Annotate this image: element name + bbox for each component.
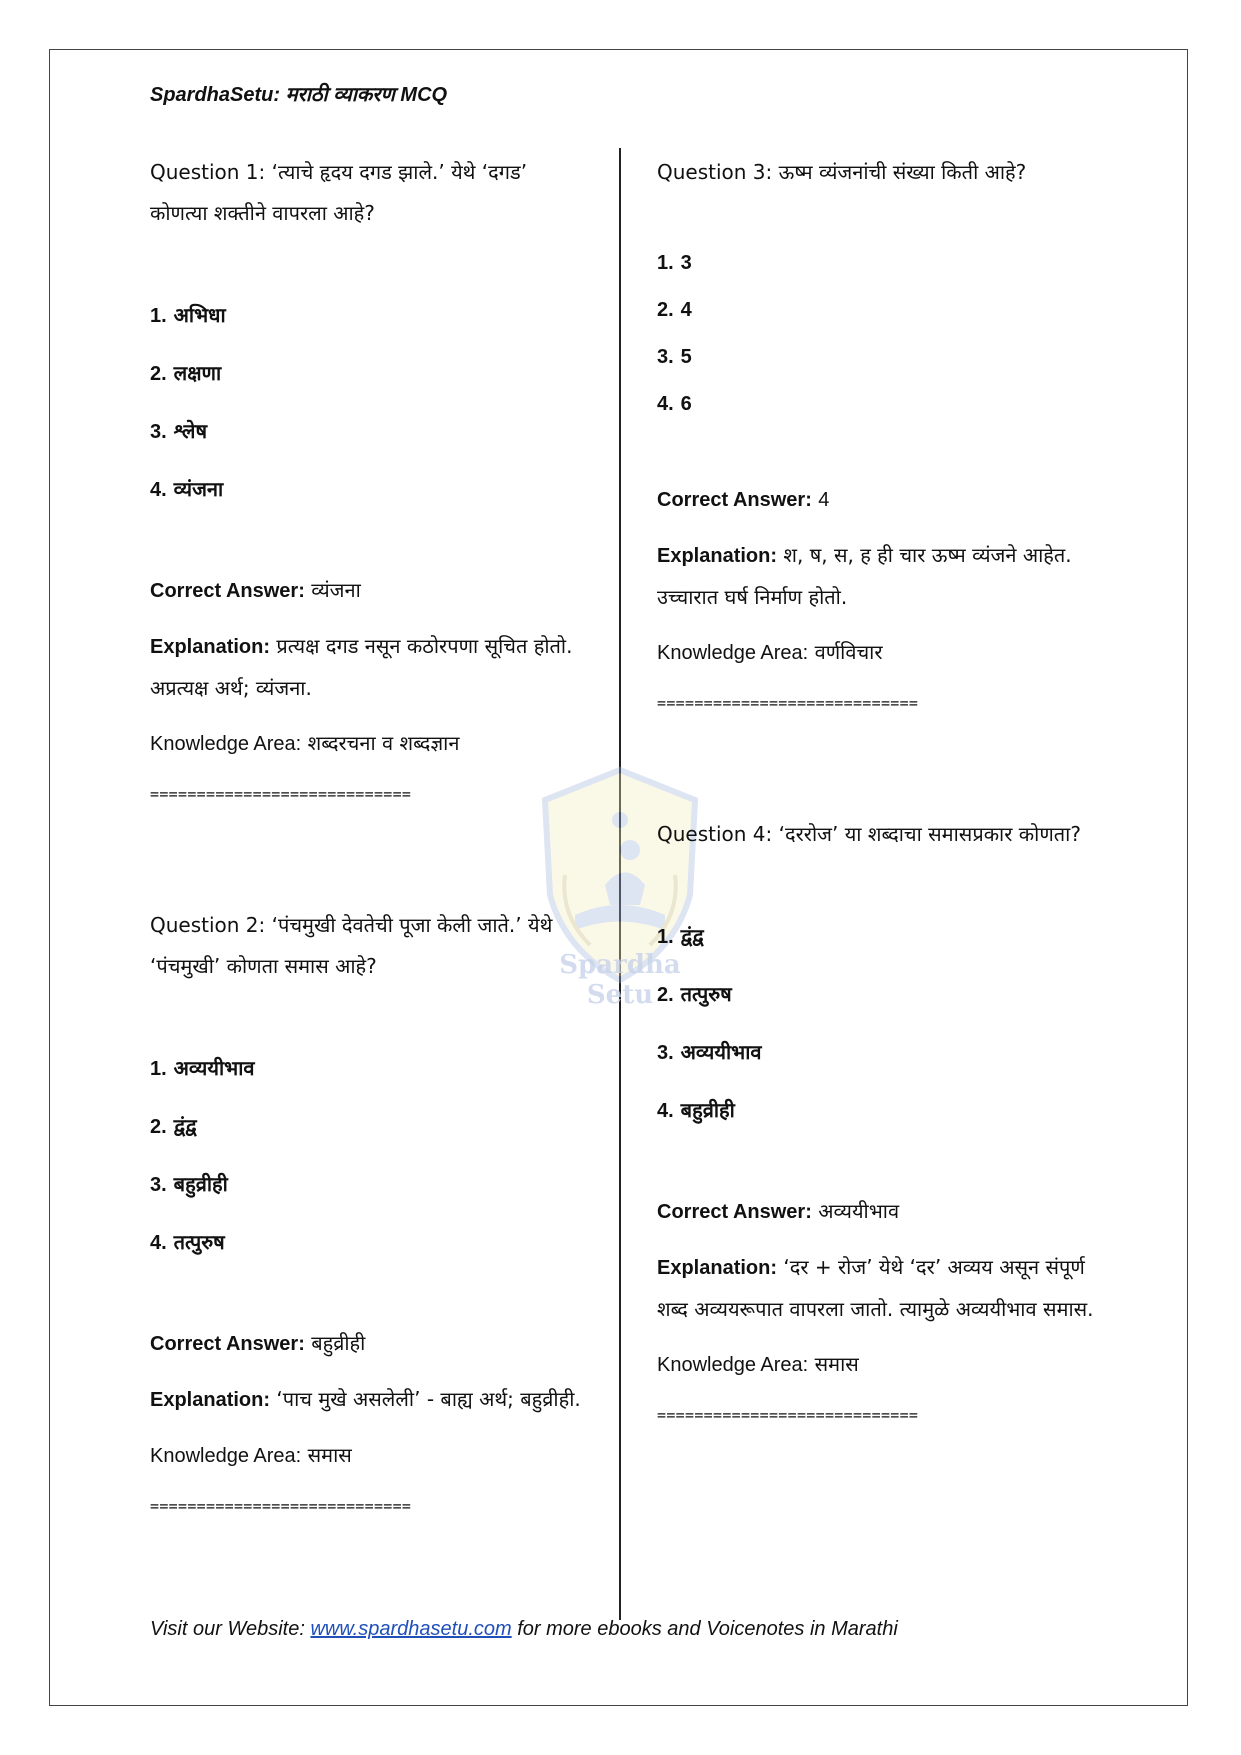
- options-list: [150, 1039, 590, 1271]
- question-text: Question 2: ‘पंचमुखी देवतेची पूजा केली जाते.’ येथे ‘पंचमुखी’ कोणता समास आहे?: [150, 913, 553, 978]
- correct-answer: Correct Answer: अव्ययीभाव: [657, 1199, 900, 1223]
- separator: ============================: [657, 694, 919, 712]
- option-item: 1. अभिधा: [150, 303, 226, 327]
- star-mark: [612, 812, 628, 828]
- figure-head: [620, 840, 640, 860]
- option-item: 4. बहुव्रीही: [657, 1098, 735, 1122]
- correct-answer: Correct Answer: व्यंजना: [150, 578, 361, 602]
- left-column: [150, 152, 590, 1521]
- separator: ============================: [150, 785, 412, 803]
- knowledge-area: Knowledge Area: समास: [150, 1443, 352, 1467]
- option-item: 3. अव्ययीभाव: [657, 1040, 762, 1064]
- option-item: 4. 6: [657, 393, 692, 415]
- option-item: 2. 4: [657, 299, 692, 321]
- question-text: Question 1: ‘त्याचे हृदय दगड झाले.’ येथे ‘दगड’ कोणत्या शक्तीने वापरला आहे?: [150, 160, 528, 225]
- option-item: 3. श्लेष: [150, 419, 208, 443]
- separator: ============================: [657, 1406, 919, 1424]
- option-item: 2. द्वंद्व: [150, 1114, 197, 1138]
- knowledge-area: Knowledge Area: शब्दरचना व शब्दज्ञान: [150, 731, 460, 755]
- knowledge-area: Knowledge Area: समास: [657, 1352, 859, 1376]
- question-text: Question 3: ऊष्म व्यंजनांची संख्या किती आहे?: [657, 160, 1027, 184]
- option-item: 3. बहुव्रीही: [150, 1172, 228, 1196]
- question-block-2: [150, 905, 590, 1521]
- right-column: [657, 152, 1097, 1430]
- options-list: [657, 907, 1097, 1139]
- footer: [150, 1618, 898, 1641]
- footer-prefix: Visit our Website:: [150, 1618, 311, 1640]
- knowledge-area: Knowledge Area: वर्णविचार: [657, 640, 883, 664]
- options-list: [657, 239, 1097, 427]
- option-item: 4. व्यंजना: [150, 477, 224, 501]
- option-item: 1. 3: [657, 252, 692, 274]
- option-item: 3. 5: [657, 346, 692, 368]
- explanation: Explanation: ‘पाच मुखे असलेली’ - बाह्य अर्थ; बहुव्रीही.: [150, 1387, 581, 1411]
- footer-suffix: for more ebooks and Voicenotes in Marathi: [511, 1618, 898, 1640]
- explanation: Explanation: श, ष, स, ह ही चार ऊष्म व्यंजने आहेत. उच्चारात घर्ष निर्माण होतो.: [657, 543, 1072, 609]
- page-title: SpardhaSetu: मराठी व्याकरण MCQ: [150, 84, 448, 106]
- correct-answer: Correct Answer: 4: [657, 489, 830, 511]
- website-link[interactable]: www.spardhasetu.com: [310, 1618, 512, 1640]
- correct-answer: Correct Answer: बहुव्रीही: [150, 1331, 366, 1355]
- question-block-1: [150, 152, 590, 809]
- option-item: 1. द्वंद्व: [657, 924, 704, 948]
- explanation: Explanation: प्रत्यक्ष दगड नसून कठोरपणा सूचित होतो. अप्रत्यक्ष अर्थ; व्यंजना.: [150, 634, 573, 700]
- separator: ============================: [150, 1497, 412, 1515]
- option-item: 2. तत्पुरुष: [657, 982, 732, 1006]
- options-list: [150, 286, 590, 518]
- option-item: 1. अव्ययीभाव: [150, 1056, 255, 1080]
- watermark-text: Spardha Setu: [559, 950, 681, 1010]
- explanation: Explanation: ‘दर + रोज’ येथे ‘दर’ अव्यय असून संपूर्ण शब्द अव्ययरूपात वापरला जातो. त्यामुळे अव्ययीभाव समास.: [657, 1255, 1094, 1321]
- question-block-4: [657, 814, 1097, 1430]
- option-item: 4. तत्पुरुष: [150, 1230, 225, 1254]
- question-text: Question 4: ‘दररोज’ या शब्दाचा समासप्रकार कोणता?: [657, 822, 1081, 846]
- question-block-3: [657, 152, 1097, 718]
- option-item: 2. लक्षणा: [150, 361, 222, 385]
